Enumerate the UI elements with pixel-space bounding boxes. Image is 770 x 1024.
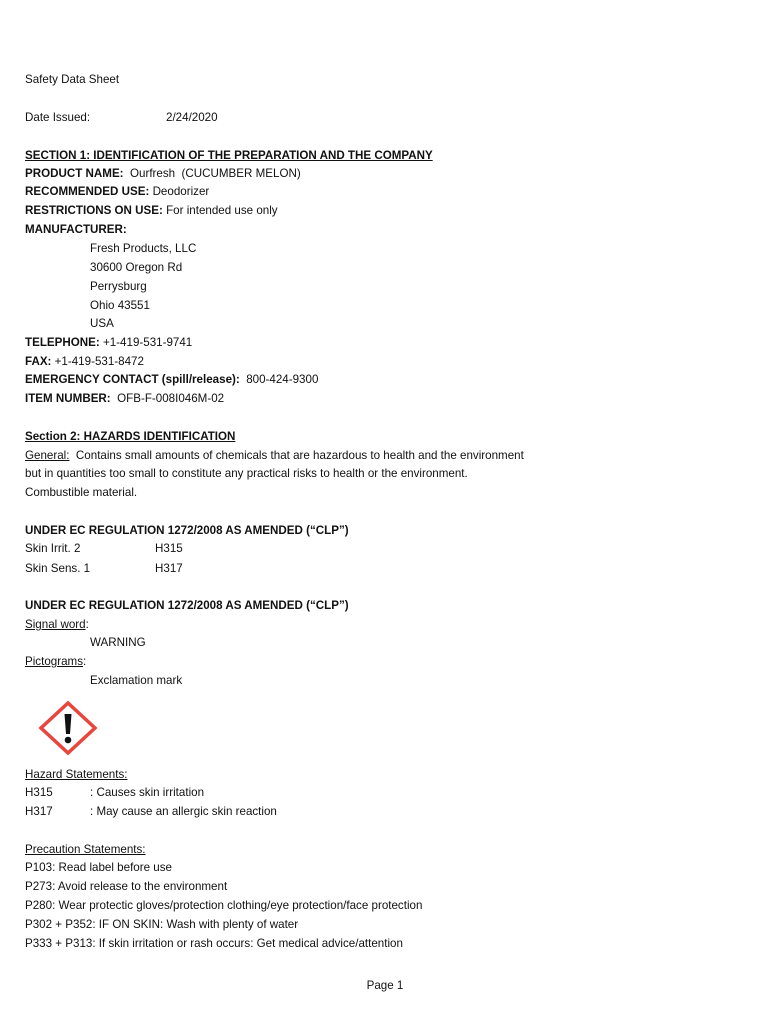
general-text: but in quantities too small to constitute any practical risks to health or the environment.	[25, 467, 468, 480]
fax: FAX: +1-419-531-8472	[25, 355, 144, 368]
precaution-statement: P333 + P313: If skin irritation or rash occurs: Get medical advice/attention	[25, 937, 403, 950]
pictograms-label: Pictograms:	[25, 655, 87, 668]
recommended-use: RECOMMENDED USE: Deodorizer	[25, 185, 210, 198]
manufacturer-line: 30600 Oregon Rd	[90, 261, 183, 274]
manufacturer-line: Perrysburg	[90, 280, 147, 293]
classification-row: Skin Irrit. 2 H315	[25, 542, 183, 555]
telephone: TELEPHONE: +1-419-531-9741	[25, 336, 193, 349]
date-issued-value: 2/24/2020	[166, 111, 218, 124]
section1-heading: SECTION 1: IDENTIFICATION OF THE PREPARATION AND THE COMPANY	[25, 149, 433, 162]
general-text: General: Contains small amounts of chemicals that are hazardous to health and the environment	[25, 449, 524, 462]
precaution-statement: P273: Avoid release to the environment	[25, 880, 228, 893]
item-number: ITEM NUMBER: OFB-F-008I046M-02	[25, 392, 225, 405]
manufacturer-line: Ohio 43551	[90, 299, 150, 312]
restrictions-on-use: RESTRICTIONS ON USE: For intended use only	[25, 204, 278, 217]
precaution-statement: P280: Wear protectic gloves/protection clothing/eye protection/face protection	[25, 899, 423, 912]
section2-heading: Section 2: HAZARDS IDENTIFICATION	[25, 430, 236, 443]
page-number: Page 1	[366, 979, 404, 992]
manufacturer-line: Fresh Products, LLC	[90, 242, 197, 255]
classification-row: Skin Sens. 1 H317	[25, 562, 183, 575]
clp-heading: UNDER EC REGULATION 1272/2008 AS AMENDED (“CLP”)	[25, 524, 349, 537]
hazard-statement: H315 : Causes skin irritation	[25, 786, 205, 799]
signal-word-value: WARNING	[90, 636, 146, 649]
document-title: Safety Data Sheet	[25, 73, 120, 86]
pictograms-value: Exclamation mark	[90, 674, 183, 687]
precaution-statements-label: Precaution Statements:	[25, 843, 146, 856]
hazard-statements-label: Hazard Statements:	[25, 768, 128, 781]
emergency-contact: EMERGENCY CONTACT (spill/release): 800-424-9300	[25, 373, 319, 386]
signal-word-label: Signal word:	[25, 618, 89, 631]
manufacturer-line: USA	[90, 317, 114, 330]
precaution-statement: P103: Read label before use	[25, 861, 172, 874]
general-text: Combustible material.	[25, 486, 138, 499]
product-name: PRODUCT NAME: Ourfresh (CUCUMBER MELON)	[25, 167, 301, 180]
hazard-statement: H317 : May cause an allergic skin reaction	[25, 805, 277, 818]
exclamation-mark-pictogram-icon	[38, 700, 98, 756]
clp-heading-2: UNDER EC REGULATION 1272/2008 AS AMENDED (“CLP”)	[25, 599, 349, 612]
manufacturer-label: MANUFACTURER:	[25, 223, 127, 236]
precaution-statement: P302 + P352: IF ON SKIN: Wash with plenty of water	[25, 918, 299, 931]
date-issued-label: Date Issued:	[25, 111, 91, 124]
